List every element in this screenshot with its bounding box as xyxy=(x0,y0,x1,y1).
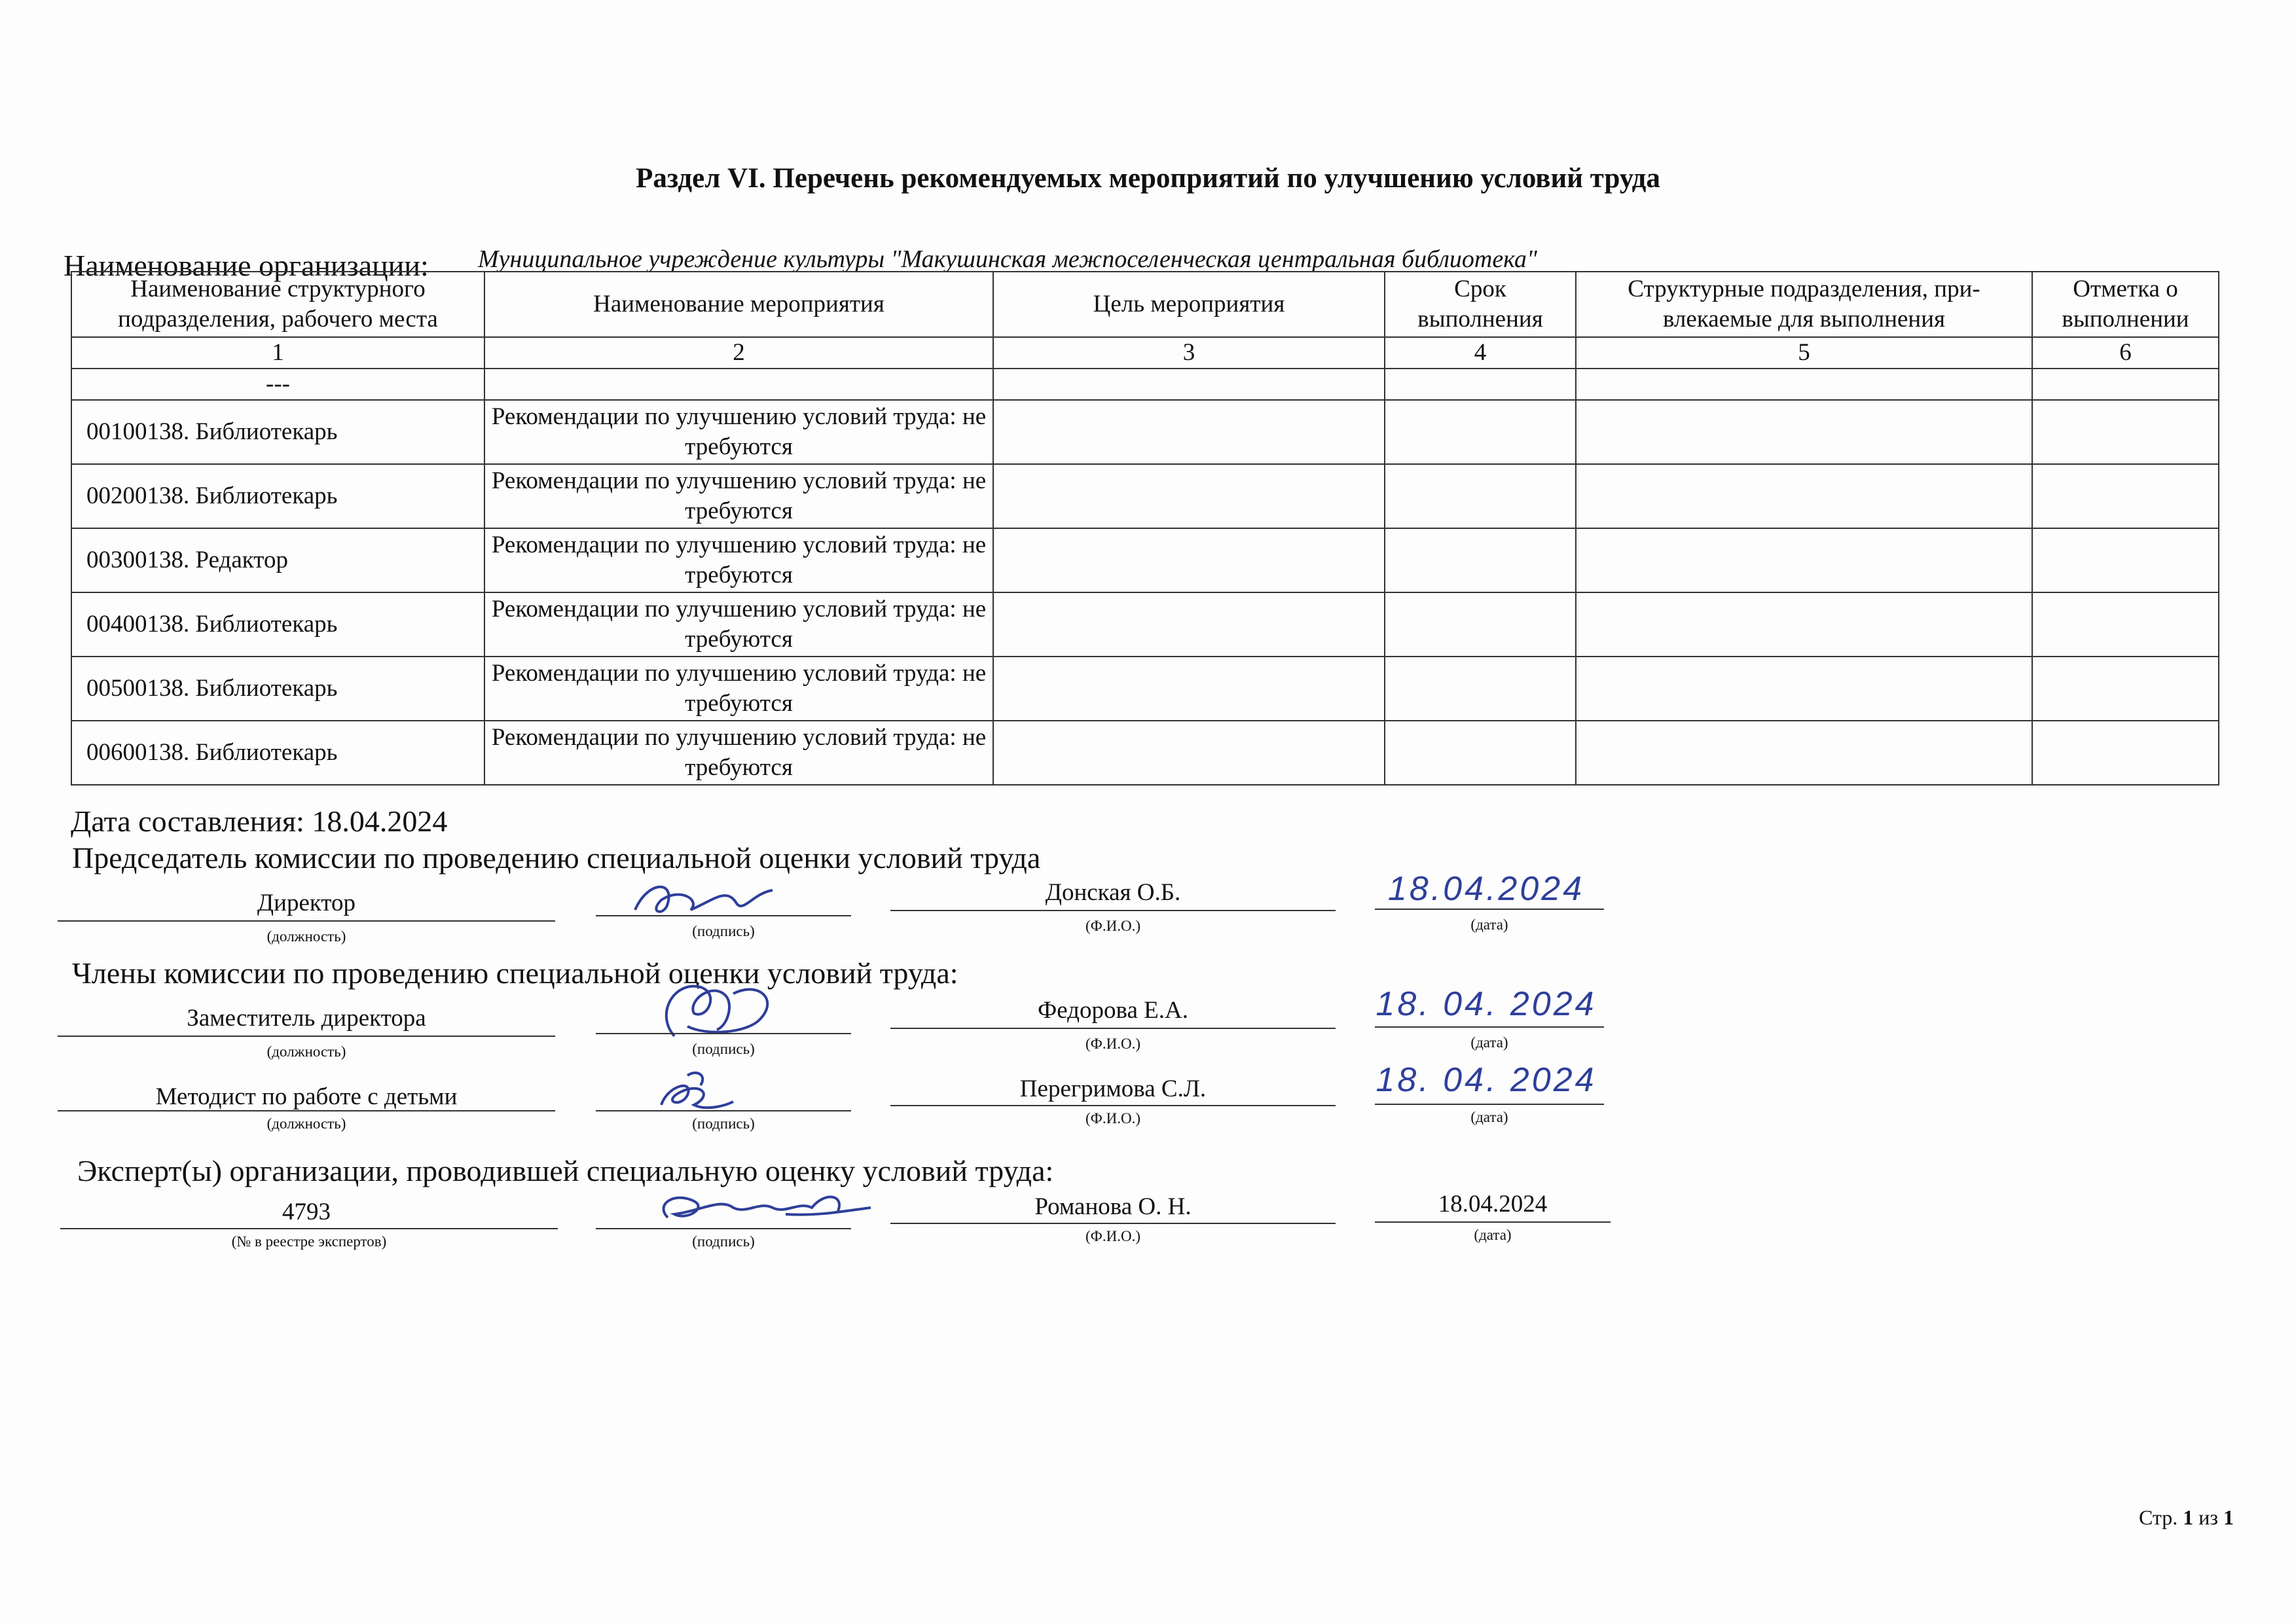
column-number: 5 xyxy=(1576,337,2032,369)
chair-heading: Председатель комиссии по проведению специальной оценки условий труда xyxy=(72,841,1041,875)
experts-heading: Эксперт(ы) организации, проводившей специальную оценку условий труда: xyxy=(77,1154,1054,1187)
workplace-cell: 00300138. Редактор xyxy=(71,528,484,592)
measure-cell: Рекомендации по улучшению условий труда: не требуются xyxy=(484,400,993,464)
chair-date: 18.04.2024 xyxy=(1387,870,1585,908)
registry-caption: (№ в реестре экспертов) xyxy=(231,1233,387,1250)
date-caption: (дата) xyxy=(1470,916,1508,933)
member-date: 18. 04. 2024 xyxy=(1376,985,1597,1023)
table-row xyxy=(71,592,2219,657)
position-caption: (должность) xyxy=(266,1043,346,1060)
table-row xyxy=(71,464,2219,528)
measure-cell: Рекомендации по улучшению условий труда: не требуются xyxy=(484,592,993,657)
fio-caption: (Ф.И.О.) xyxy=(1085,1036,1140,1052)
organization-label: Наименование организации: xyxy=(64,249,429,282)
table-row xyxy=(71,400,2219,464)
expert-name: Романова О. Н. xyxy=(1034,1193,1192,1220)
column-number: 3 xyxy=(993,337,1385,369)
organization-name: Муниципальное учреждение культуры "Макушинская межпоселенческая центральная библиотека" xyxy=(478,245,1537,273)
chair-signature-line xyxy=(596,915,851,916)
expert-registry-number: 4793 xyxy=(282,1199,331,1225)
table-row xyxy=(71,657,2219,721)
chair-name-line xyxy=(890,910,1336,911)
column-number: 4 xyxy=(1385,337,1576,369)
header-workplace: Наименование структурного подразделения, рабочего места xyxy=(71,272,484,337)
page-title: Раздел VI. Перечень рекомендуемых мероприятий по улучшению условий труда xyxy=(636,163,1660,194)
members-heading: Члены комиссии по проведению специальной оценки условий труда: xyxy=(72,956,958,990)
fio-caption: (Ф.И.О.) xyxy=(1085,1110,1140,1127)
chair-date-line xyxy=(1375,909,1604,910)
position-caption: (должность) xyxy=(266,928,346,945)
workplace-cell: 00100138. Библиотекарь xyxy=(71,400,484,464)
header-goal: Цель мероприятия xyxy=(993,272,1385,337)
fio-caption: (Ф.И.О.) xyxy=(1085,918,1140,934)
position-caption: (должность) xyxy=(266,1115,346,1132)
divider-row xyxy=(71,369,2219,400)
divider-cell: --- xyxy=(71,369,484,400)
chair-signature xyxy=(629,874,799,926)
page-number: Стр. 1 из 1 xyxy=(2138,1506,2234,1529)
member-signature xyxy=(648,974,792,1046)
header-measure: Наименование мероприятия xyxy=(484,272,993,337)
signature-caption: (подпись) xyxy=(692,923,755,939)
measure-cell: Рекомендации по улучшению условий труда: не требуются xyxy=(484,528,993,592)
date-caption: (дата) xyxy=(1470,1034,1508,1051)
measures-table xyxy=(71,271,2219,785)
member-position: Методист по работе с детьми xyxy=(155,1083,458,1110)
fio-caption: (Ф.И.О.) xyxy=(1085,1228,1140,1244)
signature-caption: (подпись) xyxy=(692,1233,755,1250)
measure-cell: Рекомендации по улучшению условий труда: не требуются xyxy=(484,721,993,785)
member-name: Перегримова С.Л. xyxy=(1019,1075,1207,1102)
table-header-row xyxy=(71,272,2219,337)
measure-cell: Рекомендации по улучшению условий труда: не требуются xyxy=(484,657,993,721)
chair-position: Директор xyxy=(257,890,356,916)
column-number: 1 xyxy=(71,337,484,369)
workplace-cell: 00600138. Библиотекарь xyxy=(71,721,484,785)
signature-caption: (подпись) xyxy=(692,1041,755,1057)
workplace-cell: 00400138. Библиотекарь xyxy=(71,592,484,657)
date-caption: (дата) xyxy=(1470,1109,1508,1125)
measure-cell: Рекомендации по улучшению условий труда: не требуются xyxy=(484,464,993,528)
date-caption: (дата) xyxy=(1474,1227,1512,1243)
column-number: 6 xyxy=(2032,337,2219,369)
expert-signature xyxy=(648,1178,877,1231)
table-row xyxy=(71,721,2219,785)
chair-position-line xyxy=(58,920,555,922)
header-completion: Отметка о выполнении xyxy=(2032,272,2219,337)
member-position: Заместитель директора xyxy=(187,1005,426,1032)
workplace-cell: 00200138. Библиотекарь xyxy=(71,464,484,528)
date-compiled: Дата составления: 18.04.2024 xyxy=(71,804,448,838)
chair-name: Донская О.Б. xyxy=(1045,879,1181,906)
member-name: Федорова Е.А. xyxy=(1038,997,1188,1024)
workplace-cell: 00500138. Библиотекарь xyxy=(71,657,484,721)
signature-caption: (подпись) xyxy=(692,1115,755,1132)
column-numbers-row xyxy=(71,337,2219,369)
header-deadline: Срок выполнения xyxy=(1385,272,1576,337)
member-date: 18. 04. 2024 xyxy=(1376,1061,1597,1099)
expert-date: 18.04.2024 xyxy=(1438,1191,1548,1218)
table-row xyxy=(71,528,2219,592)
header-departments: Структурные подразделения, при-влекаемые для выполнения xyxy=(1576,272,2032,337)
column-number: 2 xyxy=(484,337,993,369)
